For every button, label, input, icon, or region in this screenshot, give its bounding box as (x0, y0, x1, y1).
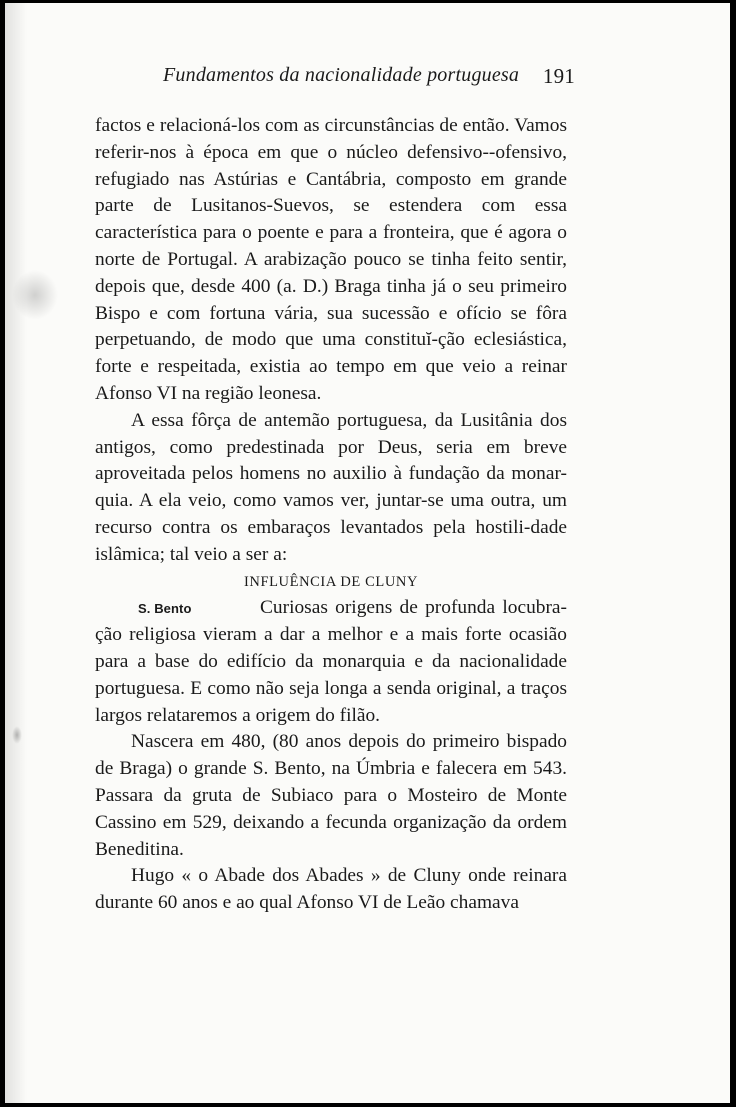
running-title: Fundamentos da nacionalidade portuguesa (163, 64, 520, 86)
scan-border-top (0, 0, 736, 3)
paragraph-with-side-label (95, 595, 567, 729)
side-label: S. Bento (138, 601, 192, 617)
section-title: INFLUÊNCIA DE CLUNY (243, 573, 419, 590)
scan-border-bottom (0, 1103, 736, 1107)
paragraph-text: Curiosas origens de profunda locubra-ção religiosa vieram a dar a melhor e a mais forte ocasião para a base do edifício da monarquia e da nacionalidade portuguesa. E como não seja longa a senda original, a traços largos relataremos a origem do filão. (95, 597, 567, 726)
binding-shadow (5, 0, 27, 1107)
scan-border-right (730, 0, 736, 1107)
running-header (95, 64, 575, 94)
body-text (95, 113, 567, 917)
page-number: 191 (542, 64, 575, 88)
paragraph: Hugo « o Abade dos Abades » de Cluny onde reinara durante 60 anos e ao qual Afonso VI de Leão chamava (95, 865, 567, 914)
paragraph: Nascera em 480, (80 anos depois do primeiro bispado de Braga) o grande S. Bento, na Úmbria e falecera em 543. Passara da gruta de Subiaco para o Mosteiro de Monte Cassino em 529, deixando a fecunda organização da ordem Beneditina. (95, 731, 567, 860)
paragraph: A essa fôrça de antemão portuguesa, da Lusitânia dos antigos, como predestinada por Deus, seria em breve aproveitada pelos homens no auxilio à fundação da monar-quia. A ela veio, como vamos ver, juntar-se uma outra, um recurso contra os embaraços levantados pela hostili-dade islâmica; tal veio a ser a: (95, 409, 567, 565)
scan-smudge (12, 270, 58, 320)
paragraph: factos e relacioná-los com as circunstâncias de então. Vamos referir-nos à época em que o núcleo defensivo--ofensivo, refugiado nas Astúrias e Cantábria, composto em grande parte de Lusitanos-Suevos, se estendera com essa característica para o poente e para a fronteira, que é agora o norte de Portugal. A arabização pouco se tinha feito sentir, depois que, desde 400 (a. D.) Braga tinha já o seu primeiro Bispo e com fortuna vária, sua sucessão e ofício se fôra perpetuando, de modo que uma constituĭ-ção eclesiástica, forte e respeitada, existia ao tempo em que veio a reinar Afonso VI na região leonesa. (95, 115, 567, 404)
scan-smudge (12, 726, 22, 744)
